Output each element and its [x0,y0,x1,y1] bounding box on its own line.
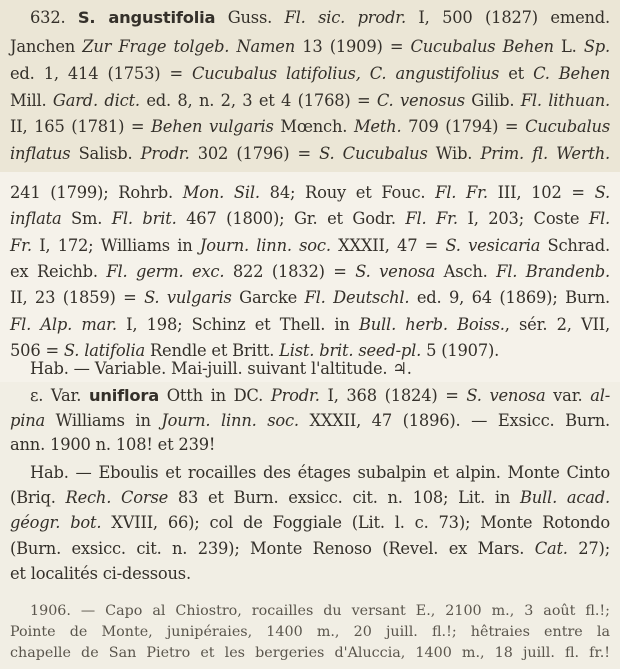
variety-habitat-line-4 [10,539,610,559]
text: géogr. bot. [10,513,102,532]
text: Mill. [10,91,53,110]
text: I, 500 (1827) emend. [405,8,610,27]
text: Otth in DC. [159,386,271,405]
text: S. Cucubalus [319,144,428,163]
text: Garcke [231,288,305,307]
text: II, 23 (1859) = [10,288,145,307]
text: Schrad. [540,236,610,255]
text: Fl. Fr. [405,209,458,228]
text: Asch. [435,262,497,281]
text: L. [553,37,584,56]
text: Fl. sic. prodr. [284,8,406,27]
text: Fl. [588,209,611,228]
text: inflata [10,209,62,228]
text: Cucubalus [525,117,610,136]
text: Fl. germ. exc. [106,262,225,281]
entry-line-6 [10,144,610,164]
text: 13 (1909) = [295,37,411,56]
text: Mœnch. [273,117,354,136]
text: Bull. acad. [520,488,610,507]
text: inflatus [10,144,71,163]
entry-line-4 [10,91,610,111]
text: Fl. brit. [111,209,177,228]
text: Prodr. [140,144,190,163]
text: I, 368 (1824) = [319,386,467,405]
text: S. latifolia [63,341,146,360]
text: S. venosa [466,386,546,405]
text: I, 198; Schinz et Thell. in [116,315,359,334]
text: 467 (1800); Gr. et Godr. [176,209,406,228]
observation-line-1: 1906. — Capo al Chiostro, rocailles du versant E., 2100 m., 3 août fl.!; [30,603,610,619]
text: S. venosa [355,262,436,281]
text: List. brit. seed-pl. [279,341,422,360]
text: Cucubalus Behen [410,37,554,56]
text: S. vulgaris [144,288,232,307]
text: S. vesicaria [445,236,541,255]
synonyms-line-6 [10,315,610,335]
text: Gilib. [464,91,521,110]
synonyms-line-5 [10,288,610,308]
text: I, 172; Williams in [31,236,200,255]
species-name: S. angustifolia [77,8,216,27]
text: 241 (1799); Rohrb. [10,183,183,202]
text: ε. Var. [30,386,89,405]
text: Wib. [427,144,481,163]
text: Journ. linn. soc. [199,236,331,255]
text: Prim. fl. Werth. [480,144,611,163]
observation-line-2: Pointe de Monte, junipéraies, 1400 m., 20 juill. fl.!; hêtraies entre la [10,624,610,640]
text: ex Reichb. [10,262,107,281]
text: 27); [567,539,610,558]
synonyms-line-1 [10,183,610,203]
observation-line-3: chapelle de San Pietro et les bergeries d'Aluccia, 1400 m., 18 juill. fl. fr.! [10,645,610,661]
text: , sér. 2, VII, [504,315,610,334]
variety-name: uniflora [88,386,160,405]
text: Fr. [10,236,32,255]
text: ed. 1, 414 (1753) = [10,64,192,83]
entry-line-3 [10,64,610,84]
entry-line-1 [30,8,610,28]
text: 83 et Burn. exsicc. cit. n. 108; Lit. in [168,488,520,507]
entry-line-5 [10,117,610,137]
text: Fl. Alp. mar. [10,315,117,334]
text: Guss. [215,8,285,27]
text: XVIII, 66); col de Foggiale (Lit. l. c. 73); Monte Rotondo [101,513,610,532]
text: XXXII, 47 = [330,236,446,255]
text: C. Behen [533,64,611,83]
text: 709 (1794) = [401,117,526,136]
text: Fl. lithuan. [520,91,610,110]
synonyms-line-3 [10,236,610,256]
text: 5 (1907). [421,341,500,360]
text: Fl. Fr. [435,183,488,202]
text: Sm. [61,209,112,228]
text: 84; Rouy et Fouc. [259,183,436,202]
synonyms-line-4 [10,262,610,282]
text: 506 = [10,341,64,360]
text: (Briq. [10,488,66,507]
text: Janchen [10,37,83,56]
text: al- [590,386,611,405]
variety-habitat-line-2 [10,488,610,508]
entry-line-2 [10,37,610,57]
synonyms-line-2 [10,209,610,229]
text: pina [10,411,46,430]
text: Rendle et Britt. [145,341,280,360]
variety-line-1 [30,386,610,406]
text: Gard. dict. [52,91,140,110]
text: 822 (1832) = [224,262,356,281]
synonyms-line-7 [10,341,499,361]
text: Journ. linn. soc. [161,411,299,430]
text: ed. 8, n. 2, 3 et 4 (1768) = [139,91,377,110]
text: ed. 9, 64 (1869); Burn. [409,288,610,307]
text: 302 (1796) = [189,144,320,163]
text: Zur Frage tolgeb. Namen [82,37,295,56]
variety-line-3: ann. 1900 n. 108! et 239! [10,435,216,454]
text: Meth. [353,117,402,136]
text: et [499,64,534,83]
text: Rech. Corse [65,488,169,507]
variety-line-2 [10,411,610,431]
text: Behen vulgaris [151,117,274,136]
text: II, 165 (1781) = [10,117,152,136]
entry-number: 632. [30,8,66,27]
text: Prodr. [270,386,320,405]
text: C. venosus [376,91,465,110]
variety-habitat-line-1: Hab. — Eboulis et rocailles des étages subalpin et alpin. Monte Cinto [30,463,610,482]
text: Cat. [534,539,568,558]
text: XXXII, 47 (1896). — Exsicc. Burn. [298,411,610,430]
text: Fl. Brandenb. [496,262,610,281]
text: Williams in [45,411,162,430]
text: I, 203; Coste [457,209,589,228]
text: Mon. Sil. [182,183,260,202]
habitat-note: Hab. — Variable. Mai-juill. suivant l'altitude. ♃. [30,359,412,378]
variety-habitat-line-5: et localités ci-dessous. [10,564,191,583]
text: Salisb. [70,144,141,163]
text: Cucubalus latifolius, C. angustifolius [191,64,500,83]
text: (Burn. exsicc. cit. n. 239); Monte Renoso (Revel. ex Mars. [10,539,535,558]
text: var. [545,386,591,405]
text: Bull. herb. Boiss. [359,315,505,334]
text: S. [594,183,610,202]
text: Sp. [583,37,610,56]
variety-habitat-line-3 [10,513,610,533]
text: III, 102 = [487,183,595,202]
text: Fl. Deutschl. [304,288,410,307]
